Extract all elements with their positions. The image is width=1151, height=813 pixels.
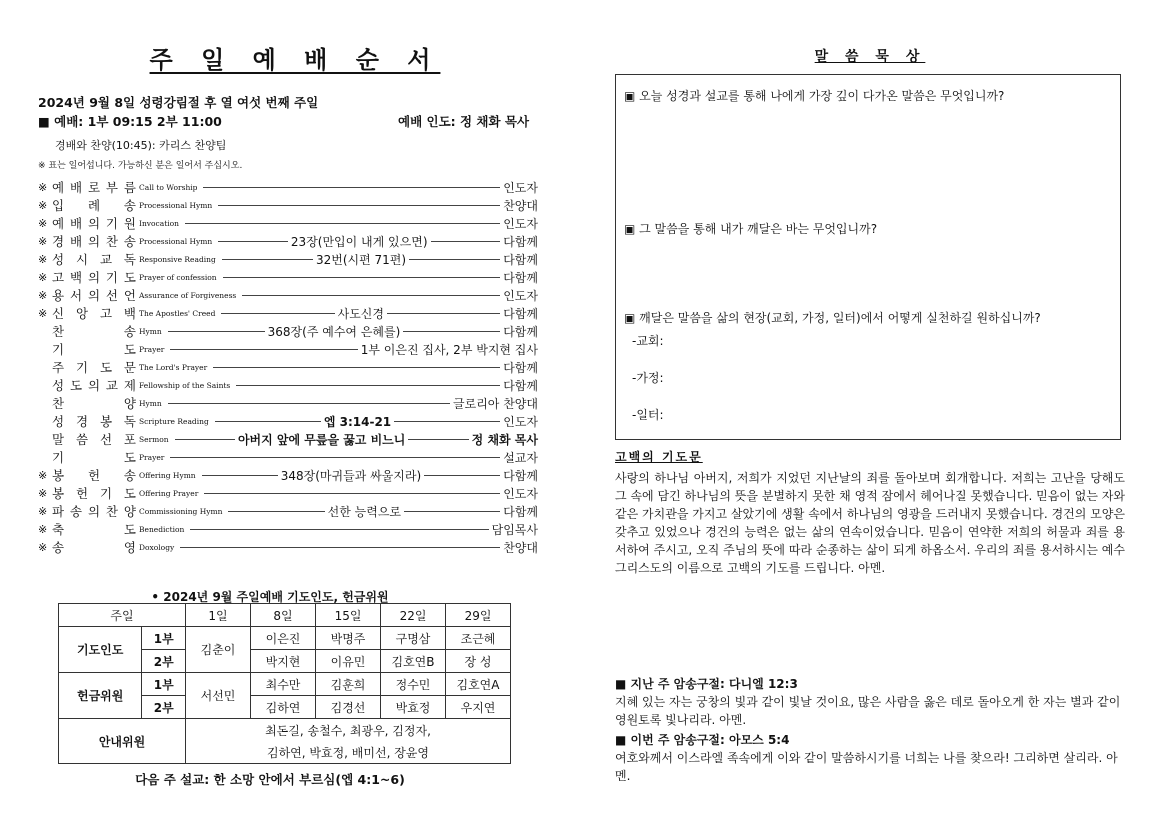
order-row (38, 376, 538, 394)
leader-line (408, 439, 468, 440)
header-cell: 8일 (251, 604, 316, 627)
order-row (38, 250, 538, 268)
table-cell: 박명주 (316, 627, 381, 650)
order-item-detail: 32번(시편 71편) (315, 252, 407, 267)
leader-line (223, 277, 501, 278)
order-item-person: 찬양대 (503, 540, 538, 555)
worship-time: ■ 예배: 1부 09:15 2부 11:00 (38, 114, 222, 129)
order-row (38, 484, 538, 502)
order-item-name: 기 도 (52, 342, 136, 357)
order-item-english: Sermon (139, 434, 169, 444)
answer-home: -가정: (632, 371, 664, 385)
leader-line (204, 493, 500, 494)
order-item-person: 다함께 (503, 378, 538, 393)
order-item-english: Prayer (139, 452, 165, 462)
row-label: 기도인도 (59, 627, 142, 673)
order-item-name: 파 송 의 찬 양 (52, 504, 136, 519)
order-item-person: 다함께 (503, 270, 538, 285)
memory-verse-this (615, 731, 1127, 785)
header-cell: 주일 (59, 604, 186, 627)
leader-line (190, 529, 488, 530)
page-title: 주 일 예 배 순 서 (149, 46, 441, 74)
order-item-person: 찬양대 (503, 198, 538, 213)
answer-work: -일터: (632, 408, 664, 422)
standing-note: ※ 표는 일어섭니다. 가능하신 분은 일어서 주십시오. (38, 161, 243, 171)
order-item-name: 말 씀 선 포 (52, 432, 136, 447)
question-2: ▣ 그 말씀을 통해 내가 깨달은 바는 무엇입니까? (624, 222, 878, 236)
leader-line (202, 475, 278, 476)
order-item-english: Prayer of confession (139, 272, 217, 282)
table-cell: 구명삼 (381, 627, 446, 650)
order-item-english: Hymn (139, 326, 162, 336)
order-item-english: Fellowship of the Saints (139, 380, 231, 390)
table-row (59, 719, 511, 742)
service-label: 2부 (142, 696, 186, 719)
order-row (38, 268, 538, 286)
leader-line (424, 475, 500, 476)
order-item-detail: 348장(마귀들과 싸울지라) (280, 468, 422, 483)
order-item-person: 1부 이은진 집사, 2부 박지현 집사 (360, 342, 538, 357)
order-item-name: 축 도 (52, 522, 136, 537)
order-row (38, 340, 538, 358)
leader-line (215, 421, 321, 422)
order-item-name: 예 배 의 기 원 (52, 216, 136, 231)
order-item-detail: 23장(만입이 내게 있으면) (290, 234, 428, 249)
leader-line (218, 241, 288, 242)
leader-line (170, 349, 357, 350)
memory-verse-last (615, 675, 1127, 729)
order-item-english: The Apostles' Creed (139, 308, 216, 318)
order-row (38, 520, 538, 538)
order-row (38, 286, 538, 304)
order-item-english: Scripture Reading (139, 416, 209, 426)
standing-mark: ※ (38, 180, 48, 194)
confession-prayer: 사랑의 하나님 아버지, 저희가 지었던 지난날의 죄를 돌아보며 회개합니다. 저희는 고난을 당해도 그 속에 담긴 하나님의 뜻을 분별하지 못한 채 영적 잠에서 헤어나질 못했습니다. 믿음이 없는 자와 같은 가치관을 가지고 살았기에 생활 속에서 하나님의 영광을 드러내지 못했습니다. 경건의 모양은 갖추고 있었으나 경건의 능력은 없는 삶의 연속이었습니다. 믿음이 연약한 저희의 허물과 죄를 용서하여 주시고, 오직 주님의 뜻에 따라 순종하는 삶이 되게 하옵소서. 우리의 죄를 용서하시는 예수 그리스도의 이름으로 고백의 기도를 드립니다. 아멘. (615, 471, 1125, 575)
praise-team: 경배와 찬양(10:45): 카리스 찬양팀 (55, 139, 227, 152)
leader-line (203, 187, 500, 188)
order-item-name: 주 기 도 문 (52, 360, 136, 375)
leader-line (409, 259, 500, 260)
question-3: ▣ 깨달은 말씀을 삶의 현장(교회, 가정, 일터)에서 어떻게 실천하길 원하십니까? (624, 311, 1041, 325)
next-sermon: 다음 주 설교: 한 소망 안에서 부르심(엡 4:1~6) (135, 772, 405, 787)
table-row (59, 673, 511, 696)
standing-mark: ※ (38, 306, 48, 320)
table-cell: 조근혜 (446, 627, 511, 650)
order-item-person: 인도자 (503, 180, 538, 195)
order-item-english: Prayer (139, 344, 165, 354)
order-item-english: Invocation (139, 218, 179, 228)
order-item-name: 찬 양 (52, 396, 136, 411)
header-cell: 15일 (316, 604, 381, 627)
table-cell: 김하연 (251, 696, 316, 719)
order-item-person: 글로리아 찬양대 (453, 396, 538, 411)
order-row (38, 196, 538, 214)
row-label: 안내위원 (59, 719, 186, 764)
leader-line (403, 331, 500, 332)
order-row (38, 304, 538, 322)
order-item-person: 다함께 (503, 306, 539, 321)
order-item-english: Hymn (139, 398, 162, 408)
order-item-english: Responsive Reading (139, 254, 216, 264)
service-label: 1부 (142, 673, 186, 696)
table-cell: 김훈희 (316, 673, 381, 696)
table-cell: 정수민 (381, 673, 446, 696)
question-1: ▣ 오늘 성경과 설교를 통해 나에게 가장 깊이 다가온 말씀은 무엇입니까? (624, 89, 1005, 103)
order-item-english: Commissioning Hymn (139, 506, 223, 516)
worship-leader: 예배 인도: 정 채화 목사 (398, 114, 530, 129)
standing-mark: ※ (38, 486, 48, 500)
order-item-name: 입 례 송 (52, 198, 136, 213)
order-row (38, 538, 538, 556)
table-cell: 이유민 (316, 650, 381, 673)
order-item-name: 성 시 교 독 (52, 252, 136, 267)
order-item-name: 용 서 의 선 언 (52, 288, 136, 303)
order-item-name: 성 도 의 교 제 (52, 378, 136, 393)
table-row (59, 627, 511, 650)
standing-mark: ※ (38, 252, 48, 266)
table-cell: 우지연 (446, 696, 511, 719)
order-item-person: 담임목사 (491, 522, 538, 537)
order-item-person: 다함께 (503, 468, 538, 483)
order-item-person: 설교자 (503, 450, 538, 465)
meditation-title: 말 씀 묵 상 (814, 49, 926, 65)
memory-verse-this-text: 여호와께서 이스라엘 족속에게 이와 같이 말씀하시기를 너희는 나를 찾으라! 그리하면 살리라. 아멘. (615, 751, 1118, 783)
order-row (38, 322, 538, 340)
standing-mark: ※ (38, 234, 48, 248)
order-item-english: Doxology (139, 542, 175, 552)
table-cell: 박효정 (381, 696, 446, 719)
order-item-name: 성 경 봉 독 (52, 414, 136, 429)
leader-line (175, 439, 235, 440)
order-item-detail: 368장(주 예수여 은혜를) (267, 324, 401, 339)
leader-line (242, 295, 500, 296)
memory-verse-last-heading: ■ 지난 주 암송구절: 다니엘 12:3 (615, 677, 798, 691)
header-cell: 1일 (186, 604, 251, 627)
standing-mark: ※ (38, 288, 48, 302)
leader-line (180, 547, 500, 548)
order-item-english: The Lord's Prayer (139, 362, 208, 372)
standing-mark: ※ (38, 216, 48, 230)
order-item-detail: 사도신경 (337, 306, 384, 321)
standing-mark: ※ (38, 270, 48, 284)
order-item-person: 정 채화 목사 (471, 432, 538, 447)
order-item-detail: 엡 3:14-21 (323, 414, 392, 429)
order-item-english: Offering Hymn (139, 470, 196, 480)
order-item-name: 봉 헌 송 (52, 468, 136, 483)
order-item-name: 찬 송 (52, 324, 136, 339)
leader-line (431, 241, 501, 242)
order-item-name: 봉 헌 기 도 (52, 486, 136, 501)
table-cell: 서선민 (186, 673, 251, 719)
order-item-person: 다함께 (503, 504, 539, 519)
service-label: 1부 (142, 627, 186, 650)
table-cell: 장 성 (446, 650, 511, 673)
order-item-detail: 선한 능력으로 (327, 504, 402, 519)
ushers-line-2: 김하연, 박효정, 배미선, 장윤영 (186, 741, 511, 764)
standing-mark: ※ (38, 198, 48, 212)
leader-line (404, 511, 500, 512)
service-label: 2부 (142, 650, 186, 673)
leader-line (222, 259, 313, 260)
answer-church: -교회: (632, 334, 664, 348)
order-row (38, 358, 538, 376)
table-cell: 최수만 (251, 673, 316, 696)
order-item-person: 인도자 (503, 288, 538, 303)
order-item-name: 예 배 로 부 름 (52, 180, 136, 195)
table-cell: 김경선 (316, 696, 381, 719)
table-cell: 김춘이 (186, 627, 251, 673)
order-item-detail: 아버지 앞에 무릎을 꿇고 비느니 (237, 432, 406, 447)
leader-line (170, 457, 500, 458)
leader-line (185, 223, 500, 224)
order-item-english: Benediction (139, 524, 185, 534)
leader-line (387, 313, 500, 314)
order-row (38, 412, 538, 430)
order-row (38, 448, 538, 466)
memory-verse-last-text: 지혜 있는 자는 궁창의 빛과 같이 빛날 것이요, 많은 사람을 옳은 데로 돌아오게 한 자는 별과 같이 영원토록 빛나리라. 아멘. (615, 695, 1121, 727)
order-item-name: 송 영 (52, 540, 136, 555)
ushers-line-1: 최돈길, 송철수, 최광우, 김정자, (186, 719, 511, 742)
order-row (38, 430, 538, 448)
order-item-english: Processional Hymn (139, 200, 213, 210)
schedule-table (58, 603, 511, 764)
order-item-english: Call to Worship (139, 182, 198, 192)
order-row (38, 178, 538, 196)
date-line: 2024년 9월 8일 성령강림절 후 열 여섯 번째 주일 (38, 95, 319, 110)
table-cell: 박지현 (251, 650, 316, 673)
meditation-box (615, 74, 1121, 440)
table-row (59, 604, 511, 627)
leader-line (394, 421, 500, 422)
row-label: 헌금위원 (59, 673, 142, 719)
order-row (38, 466, 538, 484)
order-item-name: 기 도 (52, 450, 136, 465)
leader-line (168, 331, 265, 332)
order-item-person: 인도자 (503, 414, 539, 429)
order-row (38, 214, 538, 232)
order-row (38, 232, 538, 250)
leader-line (168, 403, 450, 404)
order-item-person: 다함께 (503, 360, 538, 375)
schedule-caption: • 2024년 9월 주일예배 기도인도, 헌금위원 (151, 590, 389, 604)
leader-line (236, 385, 500, 386)
order-item-person: 다함께 (503, 252, 538, 267)
leader-line (213, 367, 500, 368)
leader-line (228, 511, 324, 512)
order-item-person: 인도자 (503, 216, 538, 231)
leader-line (218, 205, 500, 206)
order-item-person: 다함께 (503, 234, 539, 249)
table-cell: 김호연A (446, 673, 511, 696)
leader-line (221, 313, 334, 314)
order-item-person: 인도자 (503, 486, 538, 501)
order-item-name: 신 앙 고 백 (52, 306, 136, 321)
standing-mark: ※ (38, 504, 48, 518)
header-cell: 22일 (381, 604, 446, 627)
memory-verse-this-heading: ■ 이번 주 암송구절: 아모스 5:4 (615, 733, 790, 747)
header-cell: 29일 (446, 604, 511, 627)
order-item-english: Offering Prayer (139, 488, 199, 498)
order-item-name: 고 백 의 기 도 (52, 270, 136, 285)
standing-mark: ※ (38, 522, 48, 536)
order-row (38, 502, 538, 520)
order-item-name: 경 배 의 찬 송 (52, 234, 136, 249)
order-item-english: Assurance of Forgiveness (139, 290, 237, 300)
standing-mark: ※ (38, 468, 48, 482)
table-cell: 이은진 (251, 627, 316, 650)
order-item-person: 다함께 (503, 324, 538, 339)
table-cell: 김호연B (381, 650, 446, 673)
order-row (38, 394, 538, 412)
order-of-worship (38, 178, 538, 556)
standing-mark: ※ (38, 540, 48, 554)
prayer-title: 고백의 기도문 (615, 450, 703, 464)
order-item-english: Processional Hymn (139, 236, 213, 246)
